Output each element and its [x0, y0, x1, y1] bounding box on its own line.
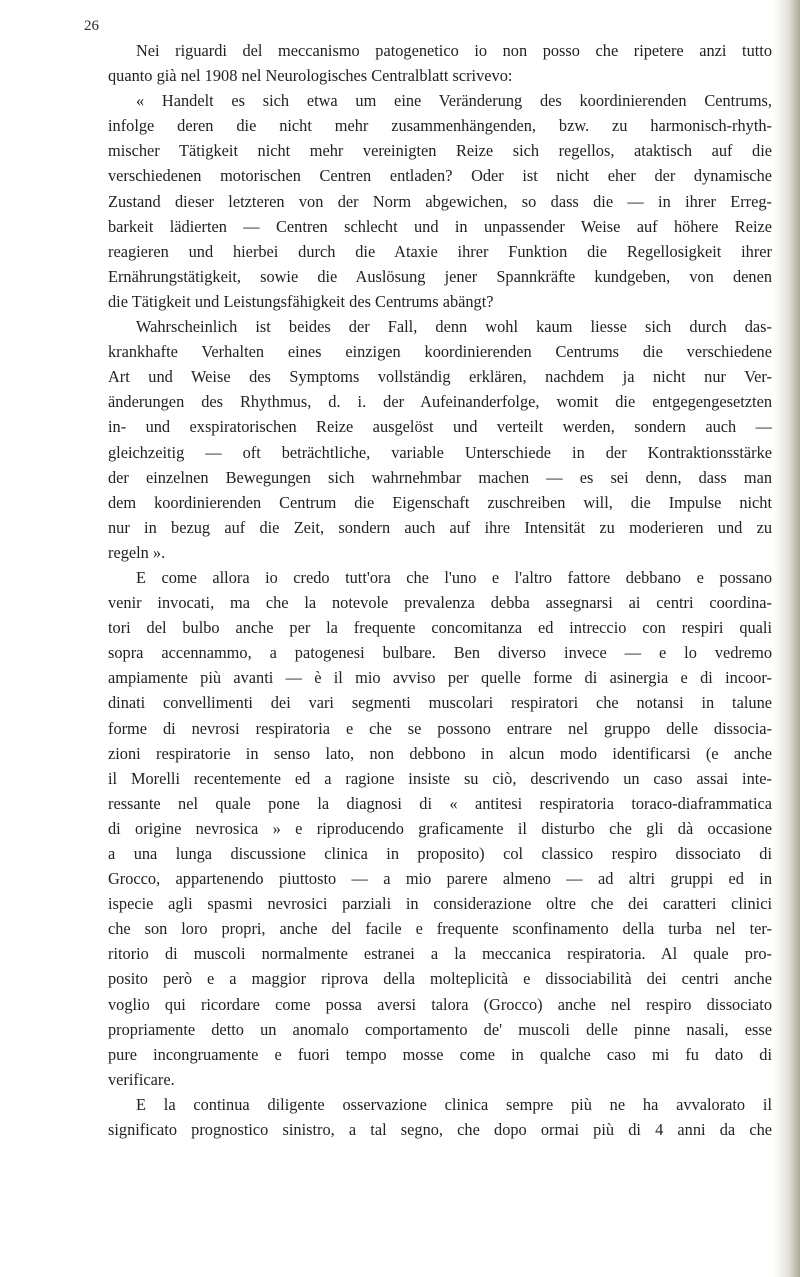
- text-line: « Handelt es sich etwa um eine Veränderung des koordinierenden Centrums,: [136, 91, 772, 111]
- text-line: sopra accennammo, a patogenesi bulbare. Ben diverso invece — e lo vedremo: [108, 643, 772, 663]
- text-line: nur in bezug auf die Zeit, sondern auch auf ihre Intensität zu moderieren und zu: [108, 517, 772, 537]
- text-line: reagieren und hierbei durch die Ataxie ihrer Funktion die Regellosigkeit ihrer: [108, 241, 772, 261]
- text-line: significato prognostico sinistro, a tal segno, che dopo ormai più di 4 anni da che: [108, 1120, 772, 1140]
- text-line: E come allora io credo tutt'ora che l'uno e l'altro fattore debbano e possano: [136, 567, 772, 587]
- text-line: Wahrscheinlich ist beides der Fall, denn wohl kaum liesse sich durch das-: [136, 317, 772, 337]
- text-line: Art und Weise des Symptoms vollständig erklären, nachdem ja nicht nur Ver-: [108, 367, 772, 387]
- text-line: venir invocati, ma che la notevole prevalenza debba assegnarsi ai centri coordina-: [108, 593, 772, 613]
- text-line: propriamente detto un anomalo comportamento de' muscoli delle pinne nasali, esse: [108, 1019, 772, 1039]
- text-line: verificare.: [108, 1069, 175, 1089]
- text-line: zioni respiratorie in senso lato, non debbono in alcun modo identificarsi (e anche: [108, 743, 772, 763]
- text-line: tori del bulbo anche per la frequente concomitanza ed intreccio con respiri quali: [108, 618, 772, 638]
- text-line: ispecie agli spasmi nevrosici parziali in considerazione oltre che dei caratteri clinici: [108, 894, 772, 914]
- text-line: gleichzeitig — oft beträchtliche, variable Unterschiede in der Kontraktionsstärke: [108, 442, 772, 462]
- text-line: änderungen des Rhythmus, d. i. der Aufeinanderfolge, womit die entgegengesetzten: [108, 392, 772, 412]
- text-line: Zustand dieser letzteren von der Norm abgewichen, so dass die — in ihrer Erreg-: [108, 191, 772, 211]
- text-line: barkeit lädierten — Centren schlecht und in unpassender Weise auf höhere Reize: [108, 216, 772, 236]
- text-line: a una lunga discussione clinica in proposito) col classico respiro dissociato di: [108, 844, 772, 863]
- text-line: Nei riguardi del meccanismo patogenetico io non posso che ripetere anzi tutto: [136, 41, 772, 60]
- text-line: mischer Tätigkeit nicht mehr vereinigten Reize sich regellos, ataktisch auf die: [108, 141, 772, 161]
- text-line: E la continua diligente osservazione clinica sempre più ne ha avvalorato il: [136, 1094, 772, 1114]
- text-line: der einzelnen Bewegungen sich wahrnehmbar machen — es sei denn, dass man: [108, 467, 772, 487]
- text-line: posito però e a maggior riprova della molteplicità e dissociabilità dei centri anche: [108, 969, 772, 989]
- text-line: verschiedenen motorischen Centren entladen? Oder ist nicht eher der dynamische: [108, 166, 772, 186]
- text-line: dinati convellimenti dei vari segmenti muscolari respiratori che notansi in talune: [108, 693, 772, 713]
- text-line: in- und exspiratorischen Reize ausgelöst und verteilt werden, sondern auch —: [108, 417, 772, 437]
- page-edge-shadow: [774, 0, 800, 1277]
- text-line: krankhafte Verhalten eines einzigen koordinierenden Centrums die verschiedene: [108, 342, 772, 362]
- text-line: di origine nevrosica » e riproducendo graficamente il disturbo che gli dà occasione: [108, 818, 772, 838]
- text-line: Ernährungstätigkeit, sowie die Auslösung jener Spannkräfte kundgeben, von denen: [108, 266, 772, 286]
- text-line: ampiamente più avanti — è il mio avviso per quelle forme di asinergia e di incoor-: [108, 668, 772, 688]
- text-line: regeln ».: [108, 542, 166, 562]
- page-number: 26: [84, 18, 99, 34]
- text-line: ressante nel quale pone la diagnosi di « antitesi respiratoria toraco-diaframmatica: [108, 793, 772, 813]
- text-line: dem koordinierenden Centrum die Eigenschaft zuschreiben will, die Impulse nicht: [108, 492, 772, 512]
- body-text: [108, 38, 772, 1142]
- text-line: il Morelli recentemente ed a ragione insiste su ciò, descrivendo un caso assai inte-: [108, 768, 772, 788]
- text-line: quanto già nel 1908 nel Neurologisches Centralblatt scrivevo:: [108, 66, 513, 86]
- text-line: che son loro propri, anche del facile e frequente sconfinamento della turba nel ter-: [108, 919, 772, 939]
- text-line: pure incongruamente e fuori tempo mosse come in qualche caso mi fu dato di: [108, 1044, 772, 1064]
- text-line: infolge deren die nicht mehr zusammenhängenden, bzw. zu harmonisch-rhyth-: [108, 116, 772, 136]
- text-line: die Tätigkeit und Leistungsfähigkeit des Centrums abängt?: [108, 291, 494, 311]
- text-line: voglio qui ricordare come possa aversi talora (Grocco) anche nel respiro dissociato: [108, 994, 772, 1014]
- text-line: ritorio di muscoli normalmente estranei a la meccanica respiratoria. Al quale pro-: [108, 944, 772, 964]
- text-line: forme di nevrosi respiratoria e che se possono entrare nel gruppo delle dissocia-: [108, 718, 772, 738]
- text-line: Grocco, appartenendo piuttosto — a mio parere almeno — ad altri gruppi ed in: [108, 869, 772, 889]
